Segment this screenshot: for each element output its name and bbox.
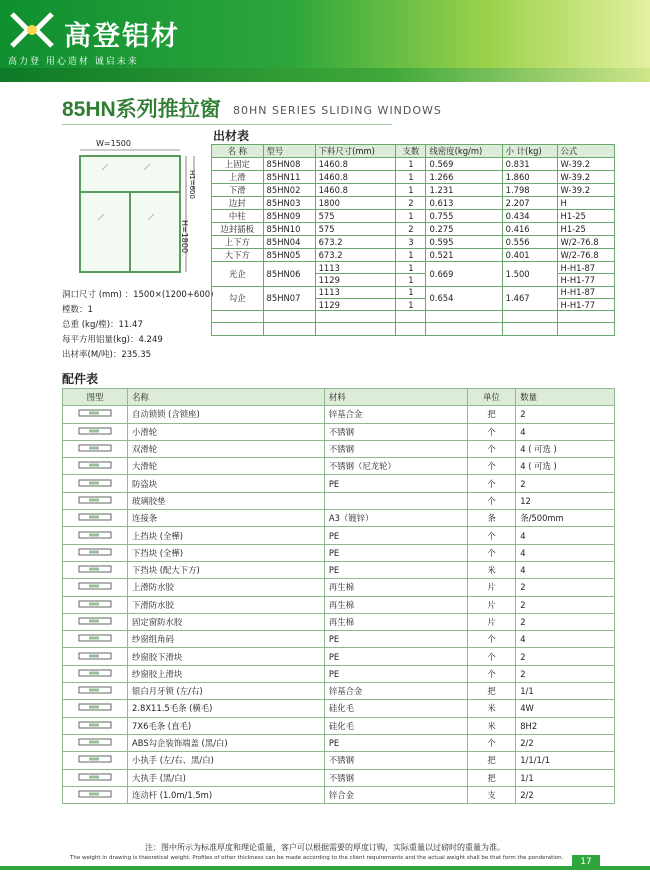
part-thumbnail-icon bbox=[63, 544, 128, 561]
cell: 1 bbox=[396, 210, 426, 223]
cell: 1/1 bbox=[516, 683, 615, 700]
part-thumbnail-icon bbox=[63, 561, 128, 578]
cell: 2/2 bbox=[516, 786, 615, 803]
cell: 1.231 bbox=[426, 184, 502, 197]
header-cell: 图型 bbox=[63, 389, 128, 406]
cell bbox=[324, 492, 467, 509]
header-cell: 支数 bbox=[396, 145, 426, 158]
cell: 1 bbox=[396, 184, 426, 197]
cell: 上滑 bbox=[212, 171, 264, 184]
cell: 1 bbox=[396, 274, 426, 286]
cell: PE bbox=[324, 734, 467, 751]
cell: 上下方 bbox=[212, 236, 264, 249]
part-thumbnail-icon bbox=[63, 423, 128, 440]
page-number: 17 bbox=[572, 855, 600, 870]
cell: 8H2 bbox=[516, 717, 615, 734]
cell: 不锈钢 bbox=[324, 769, 467, 786]
table-row bbox=[212, 184, 615, 197]
cell: 1 bbox=[396, 298, 426, 310]
cell: 0.569 bbox=[426, 158, 502, 171]
cell: 1113 bbox=[315, 262, 396, 274]
cell: ABS勾企装饰端盖 (黑/白) bbox=[128, 734, 325, 751]
cell: 锌基合金 bbox=[324, 406, 467, 423]
diagram-height-label: H=1800 bbox=[180, 220, 189, 254]
cell: 再生棉 bbox=[324, 579, 467, 596]
cell: 边封 bbox=[212, 197, 264, 210]
cell: 1 bbox=[396, 158, 426, 171]
cell: 1129 bbox=[315, 274, 396, 286]
part-thumbnail-icon bbox=[63, 579, 128, 596]
part-thumbnail-icon bbox=[63, 527, 128, 544]
window-diagram bbox=[62, 134, 212, 284]
table-row bbox=[63, 769, 615, 786]
cell: 85HN03 bbox=[263, 197, 315, 210]
part-thumbnail-icon bbox=[63, 475, 128, 492]
cell: 4 bbox=[516, 423, 615, 440]
footer-note: 注：图中所示为标准厚度和理论重量，客户可以根据需要的厚度订购，实际重量以过磅时的重量为准。 bbox=[145, 843, 505, 852]
cell: 0.556 bbox=[502, 236, 557, 249]
cell: 光企 bbox=[212, 262, 264, 287]
cell: 米 bbox=[467, 700, 515, 717]
cell: 0.434 bbox=[502, 210, 557, 223]
cell: 纱窗胶上滑块 bbox=[128, 665, 325, 682]
cell: 个 bbox=[467, 440, 515, 457]
cell: PE bbox=[324, 631, 467, 648]
cell: 不锈钢（尼龙轮） bbox=[324, 458, 467, 475]
cell: 0.669 bbox=[426, 262, 502, 287]
cell: 1460.8 bbox=[315, 171, 396, 184]
page-title: 85HN系列推拉窗 bbox=[62, 98, 221, 121]
cell: H-H1-87 bbox=[557, 262, 614, 274]
page-subtitle: 80HN SERIES SLIDING WINDOWS bbox=[233, 104, 442, 117]
cell: W/2-76.8 bbox=[557, 249, 614, 262]
table-row bbox=[63, 631, 615, 648]
diagram-h1-label: H1=600 bbox=[188, 170, 196, 199]
table-row bbox=[63, 683, 615, 700]
table-row bbox=[63, 510, 615, 527]
brand-logo-icon bbox=[8, 10, 56, 50]
cell: 4W bbox=[516, 700, 615, 717]
cell: PE bbox=[324, 648, 467, 665]
table-row bbox=[63, 734, 615, 751]
cell: 0.654 bbox=[426, 286, 502, 311]
table-row bbox=[63, 786, 615, 803]
cell: 自动锁锁 (含锁座) bbox=[128, 406, 325, 423]
cell: 不锈钢 bbox=[324, 423, 467, 440]
part-thumbnail-icon bbox=[63, 683, 128, 700]
cell: 个 bbox=[467, 527, 515, 544]
cell: 再生棉 bbox=[324, 596, 467, 613]
cell: 2/2 bbox=[516, 734, 615, 751]
cell: A3（镀锌） bbox=[324, 510, 467, 527]
cell: 中柱 bbox=[212, 210, 264, 223]
cell: 1 bbox=[396, 249, 426, 262]
table-row bbox=[63, 613, 615, 630]
cell: 下挡块 (全樺) bbox=[128, 544, 325, 561]
table-row bbox=[212, 210, 615, 223]
cell: PE bbox=[324, 544, 467, 561]
cell: 小滑轮 bbox=[128, 423, 325, 440]
cell: H1-25 bbox=[557, 210, 614, 223]
table-row bbox=[63, 579, 615, 596]
cell: 纱窗胶下滑块 bbox=[128, 648, 325, 665]
spec-total-weight: 总重 (kg/樘)：11.47 bbox=[62, 320, 143, 330]
cell: 2 bbox=[516, 665, 615, 682]
header-cell: 公式 bbox=[557, 145, 614, 158]
cell: 不锈钢 bbox=[324, 440, 467, 457]
cell: 2 bbox=[396, 223, 426, 236]
cell: 片 bbox=[467, 579, 515, 596]
cell: 85HN11 bbox=[263, 171, 315, 184]
part-thumbnail-icon bbox=[63, 492, 128, 509]
cell: PE bbox=[324, 561, 467, 578]
cell: 1.467 bbox=[502, 286, 557, 311]
cell: 1.798 bbox=[502, 184, 557, 197]
cell: 下滑防水胶 bbox=[128, 596, 325, 613]
part-thumbnail-icon bbox=[63, 717, 128, 734]
cell: H-H1-87 bbox=[557, 286, 614, 298]
cell: 个 bbox=[467, 475, 515, 492]
cell: 上挡块 (全樺) bbox=[128, 527, 325, 544]
table-row bbox=[63, 475, 615, 492]
cell: W-39.2 bbox=[557, 171, 614, 184]
cell: 锌基合金 bbox=[324, 683, 467, 700]
cell: 玻璃胶垫 bbox=[128, 492, 325, 509]
cell: PE bbox=[324, 665, 467, 682]
cell: 片 bbox=[467, 613, 515, 630]
table-row bbox=[63, 440, 615, 457]
part-thumbnail-icon bbox=[63, 440, 128, 457]
cell: 条/500mm bbox=[516, 510, 615, 527]
brand-slogan: 高力登 用心造材 诚启未来 bbox=[8, 57, 139, 67]
cell: 再生棉 bbox=[324, 613, 467, 630]
header-cell: 线密度(kg/m) bbox=[426, 145, 502, 158]
part-thumbnail-icon bbox=[63, 596, 128, 613]
cell: 支 bbox=[467, 786, 515, 803]
cell: 4 ( 可选 ) bbox=[516, 458, 615, 475]
cell: 1113 bbox=[315, 286, 396, 298]
cell: 12 bbox=[516, 492, 615, 509]
spec-yield-rate: 出材率(M/吨)：235.35 bbox=[62, 350, 152, 360]
cell: 把 bbox=[467, 752, 515, 769]
table-row bbox=[63, 527, 615, 544]
part-thumbnail-icon bbox=[63, 700, 128, 717]
parts-list-title: 配件表 bbox=[62, 372, 99, 386]
table-row bbox=[63, 648, 615, 665]
cell: 硅化毛 bbox=[324, 700, 467, 717]
table-row bbox=[63, 406, 615, 423]
empty-row bbox=[212, 311, 615, 323]
part-thumbnail-icon bbox=[63, 458, 128, 475]
cell: 1129 bbox=[315, 298, 396, 310]
cell: 个 bbox=[467, 458, 515, 475]
cell: 下挡块 (配大下方) bbox=[128, 561, 325, 578]
header-cell: 材料 bbox=[324, 389, 467, 406]
header-cell: 型号 bbox=[263, 145, 315, 158]
spec-opening-size: 洞口尺寸 (mm) ：1500×(1200+600) bbox=[62, 290, 214, 300]
cell: H-H1-77 bbox=[557, 274, 614, 286]
brand-name: 高登铝材 bbox=[64, 21, 180, 52]
cell: PE bbox=[324, 475, 467, 492]
title-divider bbox=[62, 124, 392, 125]
header-cell: 单位 bbox=[467, 389, 515, 406]
cell: 把 bbox=[467, 683, 515, 700]
cut-list-title: 出材表 bbox=[213, 129, 250, 143]
cell: 边封插板 bbox=[212, 223, 264, 236]
cell: 米 bbox=[467, 561, 515, 578]
cell: 双滑轮 bbox=[128, 440, 325, 457]
cell: 1 bbox=[396, 262, 426, 274]
cell: 575 bbox=[315, 223, 396, 236]
header-cell: 名 称 bbox=[212, 145, 264, 158]
cell: H bbox=[557, 197, 614, 210]
spec-frame-count: 樘数：1 bbox=[62, 305, 93, 315]
cell: 个 bbox=[467, 423, 515, 440]
cell: 4 bbox=[516, 527, 615, 544]
cell: 2 bbox=[516, 596, 615, 613]
table-row bbox=[63, 665, 615, 682]
header-cell: 小 计(kg) bbox=[502, 145, 557, 158]
header-cell: 数量 bbox=[516, 389, 615, 406]
cell: 2 bbox=[396, 197, 426, 210]
cell: 673.2 bbox=[315, 249, 396, 262]
cell: 硅化毛 bbox=[324, 717, 467, 734]
table-row bbox=[63, 544, 615, 561]
cell: W/2-76.8 bbox=[557, 236, 614, 249]
part-thumbnail-icon bbox=[63, 786, 128, 803]
cell: 片 bbox=[467, 596, 515, 613]
cell: 个 bbox=[467, 631, 515, 648]
cell: W-39.2 bbox=[557, 158, 614, 171]
part-thumbnail-icon bbox=[63, 769, 128, 786]
cell: 7X6毛条 (直毛) bbox=[128, 717, 325, 734]
cell: 2 bbox=[516, 406, 615, 423]
cell: 固定窗防水胶 bbox=[128, 613, 325, 630]
table-row bbox=[63, 561, 615, 578]
cell: 把 bbox=[467, 769, 515, 786]
header-cell: 名称 bbox=[128, 389, 325, 406]
cell: 0.275 bbox=[426, 223, 502, 236]
part-thumbnail-icon bbox=[63, 752, 128, 769]
cell: 上滑防水胶 bbox=[128, 579, 325, 596]
cell: 2 bbox=[516, 579, 615, 596]
footer-bar bbox=[0, 866, 650, 870]
table-row bbox=[63, 700, 615, 717]
cell: 1460.8 bbox=[315, 158, 396, 171]
cell: 上固定 bbox=[212, 158, 264, 171]
table-row bbox=[212, 197, 615, 210]
part-thumbnail-icon bbox=[63, 631, 128, 648]
cell: W-39.2 bbox=[557, 184, 614, 197]
cell: 575 bbox=[315, 210, 396, 223]
table-row bbox=[212, 236, 615, 249]
cell: 2 bbox=[516, 613, 615, 630]
cell: 673.2 bbox=[315, 236, 396, 249]
table-row bbox=[63, 596, 615, 613]
cell: 米 bbox=[467, 717, 515, 734]
cell: 个 bbox=[467, 492, 515, 509]
cell: 1 bbox=[396, 171, 426, 184]
cell: 1/1 bbox=[516, 769, 615, 786]
cell: 小执手 (左/右、黑/白) bbox=[128, 752, 325, 769]
table-row bbox=[63, 752, 615, 769]
cell: 3 bbox=[396, 236, 426, 249]
table-row bbox=[212, 158, 615, 171]
cell: 4 bbox=[516, 561, 615, 578]
part-thumbnail-icon bbox=[63, 613, 128, 630]
cell: 85HN04 bbox=[263, 236, 315, 249]
cell: 0.613 bbox=[426, 197, 502, 210]
cell: 大下方 bbox=[212, 249, 264, 262]
part-thumbnail-icon bbox=[63, 665, 128, 682]
empty-row bbox=[212, 323, 615, 335]
cell: 连接条 bbox=[128, 510, 325, 527]
cell: 0.831 bbox=[502, 158, 557, 171]
cell: 大滑轮 bbox=[128, 458, 325, 475]
cell: 1460.8 bbox=[315, 184, 396, 197]
cell: 0.401 bbox=[502, 249, 557, 262]
cell: 0.755 bbox=[426, 210, 502, 223]
cell: 银白月牙锁 (左/右) bbox=[128, 683, 325, 700]
cell: 连动杆 (1.0m/1.5m) bbox=[128, 786, 325, 803]
cell: 纱窗组角码 bbox=[128, 631, 325, 648]
cell: 个 bbox=[467, 544, 515, 561]
cell: 85HN09 bbox=[263, 210, 315, 223]
cell: 2 bbox=[516, 475, 615, 492]
cut-list-table bbox=[211, 144, 615, 336]
spec-aluminum-per-sqm: 每平方用铝量(kg)：4.249 bbox=[62, 335, 163, 345]
table-row bbox=[212, 223, 615, 236]
cell: 85HN08 bbox=[263, 158, 315, 171]
header-stripe bbox=[0, 68, 650, 82]
cell: 不锈钢 bbox=[324, 752, 467, 769]
cell: 0.595 bbox=[426, 236, 502, 249]
cell: 4 bbox=[516, 631, 615, 648]
cell: 1/1/1/1 bbox=[516, 752, 615, 769]
table-row bbox=[63, 492, 615, 509]
cell: 85HN05 bbox=[263, 249, 315, 262]
cell: 个 bbox=[467, 665, 515, 682]
cell: 4 bbox=[516, 544, 615, 561]
cell: 2.8X11.5毛条 (横毛) bbox=[128, 700, 325, 717]
table-row bbox=[212, 249, 615, 262]
cell: 0.416 bbox=[502, 223, 557, 236]
cell: 把 bbox=[467, 406, 515, 423]
cell: 2.207 bbox=[502, 197, 557, 210]
cell: 85HN06 bbox=[263, 262, 315, 287]
table-row bbox=[212, 262, 615, 274]
table-row bbox=[63, 717, 615, 734]
cell: 勾企 bbox=[212, 286, 264, 311]
cell: 条 bbox=[467, 510, 515, 527]
footer-note-en: The weight in drawing is theoretical weight. Profiles of other thickness can be made according to the client requirements and the actual weight shall be that form the ponderation. bbox=[70, 855, 564, 861]
cell: 85HN02 bbox=[263, 184, 315, 197]
cell: H-H1-77 bbox=[557, 298, 614, 310]
cell: 锌合金 bbox=[324, 786, 467, 803]
spec-list bbox=[62, 288, 213, 363]
table-row bbox=[63, 423, 615, 440]
parts-table bbox=[62, 388, 615, 804]
header-cell: 下料尺寸(mm) bbox=[315, 145, 396, 158]
part-thumbnail-icon bbox=[63, 648, 128, 665]
table-row bbox=[63, 458, 615, 475]
cell: 85HN10 bbox=[263, 223, 315, 236]
cell: 下滑 bbox=[212, 184, 264, 197]
part-thumbnail-icon bbox=[63, 510, 128, 527]
cell: 4 ( 可选 ) bbox=[516, 440, 615, 457]
cell: 个 bbox=[467, 648, 515, 665]
table-row bbox=[212, 171, 615, 184]
cell: 1 bbox=[396, 286, 426, 298]
cell: 个 bbox=[467, 734, 515, 751]
part-thumbnail-icon bbox=[63, 734, 128, 751]
cut-list-header bbox=[212, 145, 615, 158]
cell: 1.860 bbox=[502, 171, 557, 184]
diagram-width-label: W=1500 bbox=[96, 139, 131, 148]
cell: 1.266 bbox=[426, 171, 502, 184]
cell: 0.521 bbox=[426, 249, 502, 262]
cell: 大执手 (黑/白) bbox=[128, 769, 325, 786]
part-thumbnail-icon bbox=[63, 406, 128, 423]
cell: 1800 bbox=[315, 197, 396, 210]
header-banner bbox=[0, 0, 650, 82]
cell: PE bbox=[324, 527, 467, 544]
cell: 1.500 bbox=[502, 262, 557, 287]
cell: 85HN07 bbox=[263, 286, 315, 311]
cell: H1-25 bbox=[557, 223, 614, 236]
parts-header bbox=[63, 389, 615, 406]
cell: 2 bbox=[516, 648, 615, 665]
table-row bbox=[212, 286, 615, 298]
cell: 防盗块 bbox=[128, 475, 325, 492]
